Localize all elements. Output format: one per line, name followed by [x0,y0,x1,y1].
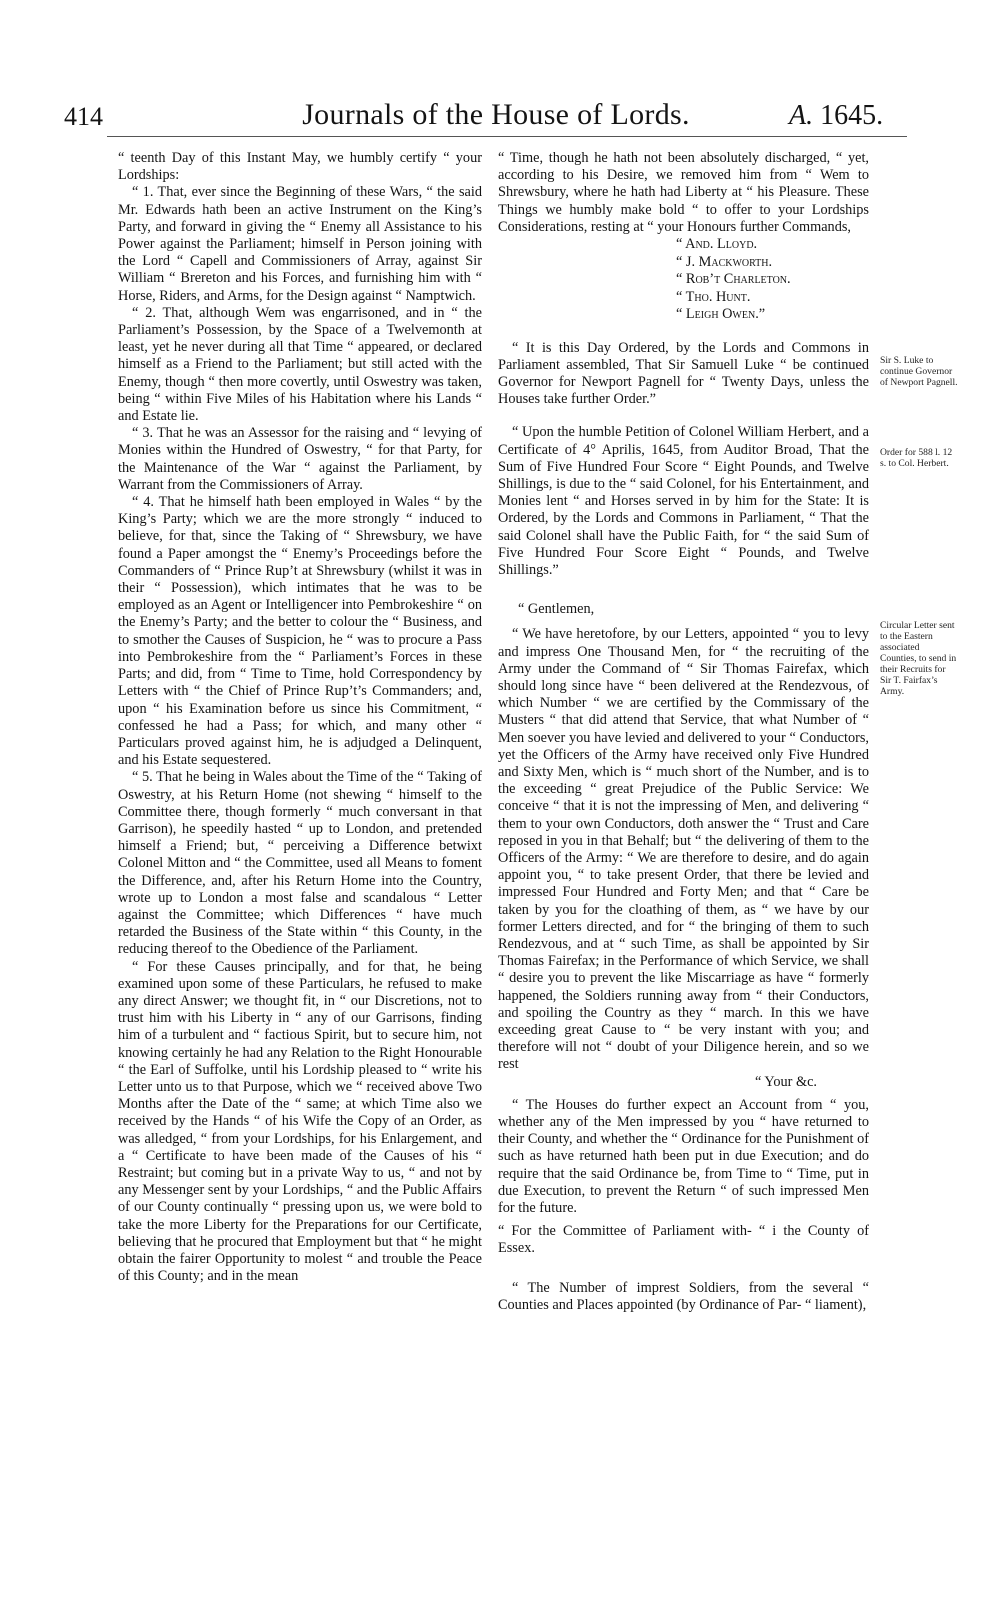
committee-line: “ For the Committee of Parliament with- “ i the County of Essex. [498,1223,869,1257]
journal-title: Journals of the House of Lords. [302,98,690,131]
year-value: 1645. [820,100,884,131]
page-number: 414 [64,102,103,131]
year-prefix: A. [789,100,814,131]
signatory: “ J. Mackworth. [676,253,773,270]
margin-note-circular: Circular Letter sent to the Eastern associated Counties, to send in their Recruits for Sir T. Fairfax’s Army. [880,620,957,697]
signatories [498,236,869,324]
signatory: “ Leigh Owen.” [676,306,766,323]
left-paragraph: “ 5. That he being in Wales about the Time of the “ Taking of Oswestry, at his Return Home (not shewing “ himself to the Committee there, though formerly “ much conversant in that Garrison), he speedily hasted “ up to London, and pretended himself a Friend; but, “ perceiving a Difference betwixt Colonel Mitton and “ the Committee, used all Means to foment the Difference, and, after his Return Home into the Country, wrote up to London a most false and scandalous “ Letter against the Committee; which Differences “ have much retarded the Business of the State within “ this County, in the reducing thereof to the Obedience of the Parliament. [118,769,482,958]
signatory: “ Rob’t Charleton. [676,271,791,288]
spacer [498,408,869,424]
houses-expect: “ The Houses do further expect an Account from “ you, whether any of the Men impressed by you “ have returned to their County, and whether the “ Ordinance for the Punishment of such as have returned hath been put in due Execution; and do require that the said Ordinance be, from Time to “ Time, put in due Execution, to prevent the Return “ of such impressed Men for the future. [498,1096,869,1217]
order-luke: “ It is this Day Ordered, by the Lords and Commons in Parliament assembled, That Sir Samuell Luke “ be continued Governor for Newport Pagnell for “ Twenty Days, unless the Houses take further Order.” [498,339,869,408]
spacer [498,618,869,626]
left-paragraph: “ For these Causes principally, and for that, he being examined upon some of these Particulars, he refused to make any direct Answer; we thought fit, in “ our Discretions, not to trust him with his Liberty in “ any of our Garrisons, finding him of a turbulent and “ factious Spirit, but to secure him, not knowing certainly he had any Relation to the Right Honourable “ the Earl of Suffolke, until his Lordship pleased to “ write his Letter unto us to that Purpose, which we “ received above Two Months after the Date of the “ same; at which Time also we received by the Hands “ of his Wife the Copy of an Order, as was alledged, “ from your Lordships, for his Enlargement, and a “ Certificate to have been made of the Causes of his “ Restraint; but coming but in a private Way to us, “ and not by any Messenger sent by your Lordships, “ and the Public Affairs of our County continually “ pressing upon us, we were bold to take the more Liberty for the Preparations for our Certificate, believing that he procured that Employment but that “ he might obtain the fairer Opportunity to molest “ and trouble the Peace of this County; and in the mean [118,958,482,1285]
margin-note-luke: Sir S. Luke to continue Governor of Newport Pagnell. [880,355,958,388]
left-paragraph: “ 1. That, ever since the Beginning of these Wars, “ the said Mr. Edwards hath been an active Instrument on the King’s Party, and forward in giving the “ Enemy all Assistance to his Power against the Parliament; himself in Person joining with the Lord “ Capell and Commissioners of Array, against Sir William “ Brereton and his Forces, and furnishing him with “ Horse, Riders, and Arms, for the Design against “ Namptwich. [118,184,482,304]
left-paragraph: “ 2. That, although Wem was engarrisoned, and in “ the Parliament’s Possession, by the Space of a Twelvemonth at least, yet he never during all that Time “ appeared, or declared himself as a Friend to the Parliament; but still acted with the Enemy, though “ then more covertly, until Oswestry was taken, being “ within Five Miles of his Habitation where his Lands “ and Estate lie. [118,304,482,425]
letter-closing: “ Time, though he hath not been absolutely discharged, “ yet, according to his Desire, we removed him from “ Wem to Shrewsbury, where he hath had Liberty at “ his Pleasure. These Things we humbly make bold “ to offer to your Lordships Considerations, resting at “ your Honours further Commands, [498,150,869,235]
order-herbert: “ Upon the humble Petition of Colonel William Herbert, and a Certificate of 4° Aprilis, 1645, from Auditor Broad, That the Sum of Five Hundred Four Score “ Eight Pounds, and Twelve Shillings, is due to the “ said Colonel, for his Entertainment, and Monies lent “ and Horses served in by him for the State: It is Ordered, by the Lords and Commons in Parliament, “ That the said Colonel shall have the Public Faith, for “ the said Sum of Five Hundred Four Score Eight “ Pounds, and Twelve Shillings.” [498,424,869,578]
right-column [498,150,869,1314]
spacer [498,579,869,601]
your-etc: “ Your &c. [755,1073,817,1090]
left-paragraph: “ 3. That he was an Assessor for the raising and “ levying of Monies within the Hundred of Oswestry, “ for that Party, for the Maintenance of the War “ against the Parliament, by Warrant from the Commissioners of Array. [118,425,482,493]
circular-letter: “ We have heretofore, by our Letters, appointed “ you to levy and impress One Thousand Men, for “ the recruiting of the Army under the Command of “ Sir Thomas Fairefax, which should long since have “ been delivered at the Rendezvous, of which Number “ we are certified by the Commissary of the Musters “ that did attend that Service, that what Number of “ Men soever you have levied and delivered to your “ Conductors, yet the Officers of the Army have received only Five Hundred and Sixty Men, which is “ much short of the Number, and is to the exceeding “ great Prejudice of the Public Service: We conceive “ that it is not the impressing of Men, and delivering “ them to your own Conductors, doth answer the “ Trust and Care reposed in you in that Behalf; but “ the delivering of them to the Officers of the Army: “ We are therefore to desire, and do again appoint you, “ to take present Order, that there be levied and impressed Four Hundred and Forty Men; and that “ Care be taken by you for the cloathing of them, as “ we have by our former Letters directed, and for “ the bringing of them to such Rendezvous, and at “ such Time, as shall be appointed by Sir Thomas Fairefax; in the Performance of which Service, we shall “ desire you to prevent the like Miscarriage as have “ formerly happened, the Soldiers running away from “ their Conductors, and spoiling the Country as they “ march. In this we have exceeding great Cause to “ be very instant with you; and therefore will not “ doubt of your Diligence herein, and so we rest [498,626,869,1073]
year-label [789,100,883,132]
margin-note-herbert: Order for 588 l. 12 s. to Col. Herbert. [880,447,953,469]
signatory: “ Tho. Hunt. [676,288,751,305]
left-column [118,150,482,1285]
left-paragraph: “ teenth Day of this Instant May, we humbly certify “ your Lordships: [118,150,482,184]
impressed-soldiers-number: “ The Number of imprest Soldiers, from the several “ Counties and Places appointed (by Ordinance of Par- “ liament), [498,1279,869,1313]
salutation: “ Gentlemen, [518,601,595,618]
spacer [498,324,869,340]
spacer [498,1258,869,1280]
left-paragraph: “ 4. That he himself hath been employed in Wales “ by the King’s Party; which we are the more strongly “ induced to believe, for that, since the Taking of “ Shrewsbury, we have found a Paper amongst the “ Enemy’s Proceedings before the Commanders of “ Prince Rup’t at Shrewsbury (whilst it was in their “ Possession), which intimates that he was to be employed as an Agent or Intelligencer into Pembrokeshire “ on the Enemy’s Party; and the better to colour the “ Business, and to smother the Causes of Suspicion, he “ was to procure a Pass into Pembrokeshire from the “ Parliament’s Forces in these Parts; and did, from “ Time to Time, hold Correspondency by Letters with “ the Chief of Prince Rup’t’s Commanders; and, upon “ his Examination before us since his Commitment, “ confessed he had a Pass; for which, and many other “ Particulars proved against him, he is adjudged a Delinquent, and his Estate sequestered. [118,494,482,769]
signatory: “ And. Lloyd. [676,236,758,253]
header-rule [107,136,907,137]
